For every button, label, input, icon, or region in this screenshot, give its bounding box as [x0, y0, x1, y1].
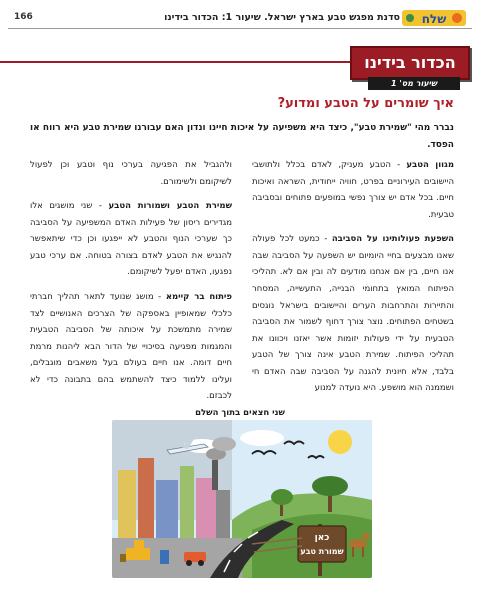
paragraph-nature-diversity: [252, 157, 454, 223]
series-title: סדנת מפגש טבע בארץ ישראל. שיעור 1: הכדור בידינו: [164, 12, 400, 23]
logo-text: שלח: [421, 12, 447, 26]
definition: - הטבע מעניק, לאדם בכלל ולתושבי היישובים העירוניים בפרט, חוויה ייחודית, השראה ואיכות חיים. בכל אדם יש צורך נפשי במופעים פתוחים ובסביבה טבעית.: [252, 160, 454, 220]
term: שמירת הטבע ושמורות הטבע: [108, 201, 233, 212]
sun-icon: [328, 430, 352, 454]
left-column: [30, 157, 232, 413]
intro-paragraph: נברר מהי "שמירת טבע", כיצד היא משפיעה על איכות חיינו ונדון האם עבורנו שמירת טבע היא רווח או הפסד.: [30, 123, 454, 151]
paragraph-sustainable-development: [30, 289, 232, 405]
cloud-icon: [240, 430, 284, 446]
right-column: [252, 157, 454, 405]
definition: - כמעט לכל פעולה שאנו מבצעים בחיי היומיום יש השפעה על הסביבה שבה אנו חיים, בין אם אנחנו מודעים לה ובין אם לא. תהליכי הפיתוח המואץ בתחומי הבנייה, התעשייה, המסחר והתיירות והתרחבות הערים והיישובים בישראל נוגסים בשטחים הפתוחים. נוצר צורך דחוף לשמור את הסביבה הטבעית על ידי פעולות יזומות אשר יאזנו ויכוונו את תהליכי הפיתוח. שמירת הטבע אינה צורך של הטבע בלבד, אלא חיונית להגנה על הסביבה שבה האדם חי ושממנה הוא מושפע. היא נועדה למנוע: [252, 234, 454, 394]
paragraph-nature-reserves: [30, 198, 232, 281]
paragraph-continuation: [30, 157, 232, 190]
definition: - מושג שנועד לתאר תהליך חברתי כלכלי שמאופיין באספקה של הצרכים האנושיים לצד שמירה מתמשכת על איכותה של הסביבה הטבעית והמגמות מפגיעה בסיכויי של הדור הבא ליהנות מרמת חיים דומה. אנו חיים בעולם בעל משאבים מוגבלים, ועלינו ללמוד כיצד להשתמש בהם בתבונה כדי לא לכבזם.: [30, 291, 232, 402]
figure-caption: שני חצאים בתוך השלם: [195, 408, 285, 418]
running-header: [8, 8, 472, 28]
term: מגוון הטבע: [406, 160, 454, 170]
term: פיתוח בר קיימא: [165, 291, 232, 302]
definition: ולהגביל את הפגיעה בערכי נוף וטבע וכן לפעול לשיקומם ולשימורם.: [30, 160, 232, 187]
header-divider: [8, 28, 472, 29]
sign-line2: שמורת טבע: [300, 547, 344, 556]
lesson-tag: שיעור מס' 1: [368, 77, 460, 90]
chapter-rule: [0, 61, 352, 63]
paragraph-environment-impact: [252, 231, 454, 397]
sign-line1: כאן: [314, 533, 330, 543]
definition: - שני מושגים אלו מגדירים ריסון של פעילות האדם המשפיעה על הסביבה כך שערכי הנוף והטבע לא ייפגעו וכן כדי שיתאפשר להנגיש את הטבע לאדם בצורה בטוחה. אם ערכי טבע נפגעו, האדם יפעל לשיקומם.: [30, 201, 232, 278]
page-number: 166: [14, 12, 33, 22]
term: השפעת פעולותינו על הסביבה: [331, 234, 454, 245]
chapter-title: הכדור בידינו: [350, 46, 470, 80]
trash-bin-icon: [160, 550, 169, 564]
city-vs-nature-illustration: [112, 420, 372, 578]
section-heading: איך שומרים על הטבע ומדוע?: [277, 96, 454, 111]
shalach-logo: [402, 8, 466, 28]
